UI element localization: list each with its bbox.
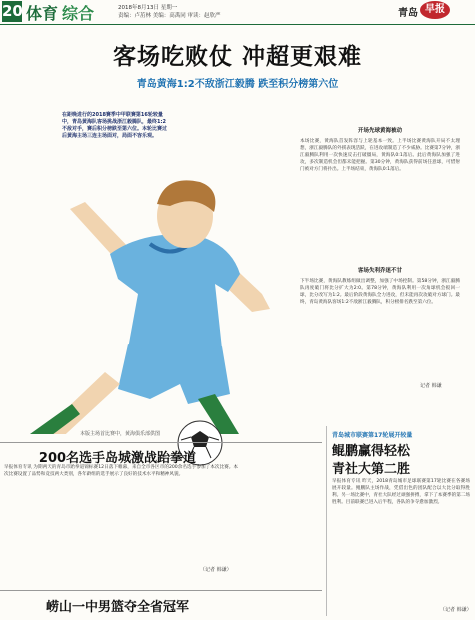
article-headline: 200名选手岛城激战跆拳道 [38, 451, 197, 466]
article-body: 下半场比赛，黄海队教练组做出调整，加强了中场控制。第58分钟，浙江毅腾队再度破门将比分扩大为2:0。第78分钟，黄海队利用一次角球机会扳回一球，比分改写为1:2。最后阶段黄海队全力进攻，但未能再次攻破对方球门。最终，青岛黄海队客场1:2不敌浙江毅腾队，积分榜排名跌至第六位。 [300, 279, 460, 305]
article-body: 早报体育专讯 为期两天的青岛市跆拳道锦标赛12日落下帷幕，来自全市各区市的200余名选手参加了本次比赛。本次比赛设置了品势和竞技两大类别，各年龄组的选手展示了良好的技术水平和精神风貌。 [4, 465, 238, 477]
section-subname: 综合 [62, 4, 95, 23]
article-headline: 崂山一中男篮夺全省冠军 [45, 600, 189, 615]
article-body: 本场比赛，黄海队首发阵容与上轮基本一致。上半场比赛黄海队开局不太理想，浙江毅腾队的外援表现活跃，在进攻端制造了不少威胁。比赛第7分钟，浙江毅腾队利用一次快速反击打破僵局，黄海队0:1落后。此后黄海队加强了进攻，多次制造机会但都未能把握。第30分钟，黄海队获得前场任意球，可惜射门被对方门将扑出。上半场结束，黄海队0:1落后。 [300, 139, 460, 172]
divider [326, 426, 327, 616]
section-heading: 开场先球黄海被动 [357, 128, 402, 134]
author-byline: （记者 韩谦） [200, 567, 232, 573]
divider [0, 590, 322, 591]
article-headline: 青社大第二胜 [332, 462, 411, 477]
divider [0, 442, 322, 443]
issue-date: 2018年8月13日 星期一 [118, 5, 178, 11]
subheadline: 青岛黄海1:2不敌浙江毅腾 跌至积分榜第六位 [136, 79, 339, 90]
headline: 客场吃败仗 冲超更艰难 [112, 44, 362, 70]
photo-caption: 本版主场首比赛中，黄海俱乐部供图 [80, 431, 161, 437]
page-number: 20 [2, 2, 23, 20]
brand-logo: 早报 [420, 1, 450, 19]
editor-credits: 责编：卢茁林 美编：高禹同 审读：赵欣严 [118, 13, 221, 19]
article-headline: 鲲鹏赢得轻松 [332, 444, 411, 459]
author-byline: 记者 韩谦 [420, 383, 442, 389]
section-heading: 客场失利乔迷不甘 [357, 268, 402, 274]
article-body: 早报体育专讯 昨天，2018青岛城市足球联赛第17轮比赛在各赛场展开较量。鲲鹏队主场作战，凭借出色的团队配合以大比分取得胜利。另一场比赛中，青社大队经过顽强拼搏，拿下了本赛季的第二场胜利。目前联赛已进入后半程，各队的争夺愈加激烈。 [332, 479, 470, 505]
section-name: 体育 [26, 4, 59, 23]
article-kicker: 青岛城市联赛第17轮展开较量 [332, 432, 413, 439]
lead-paragraph: 在距晚进行的2018赛季中甲联赛第16轮较量中，青岛黄海队客场挑战浙江毅腾队，最终1:2不敌对手，赛后积分榜跌至第六位。本轮比赛过后黄海主场三连主场面对，局面不容乐观。 [62, 112, 168, 139]
author-byline: （记者 韩谦） [440, 607, 472, 613]
brand-name: 青岛 [398, 8, 418, 19]
